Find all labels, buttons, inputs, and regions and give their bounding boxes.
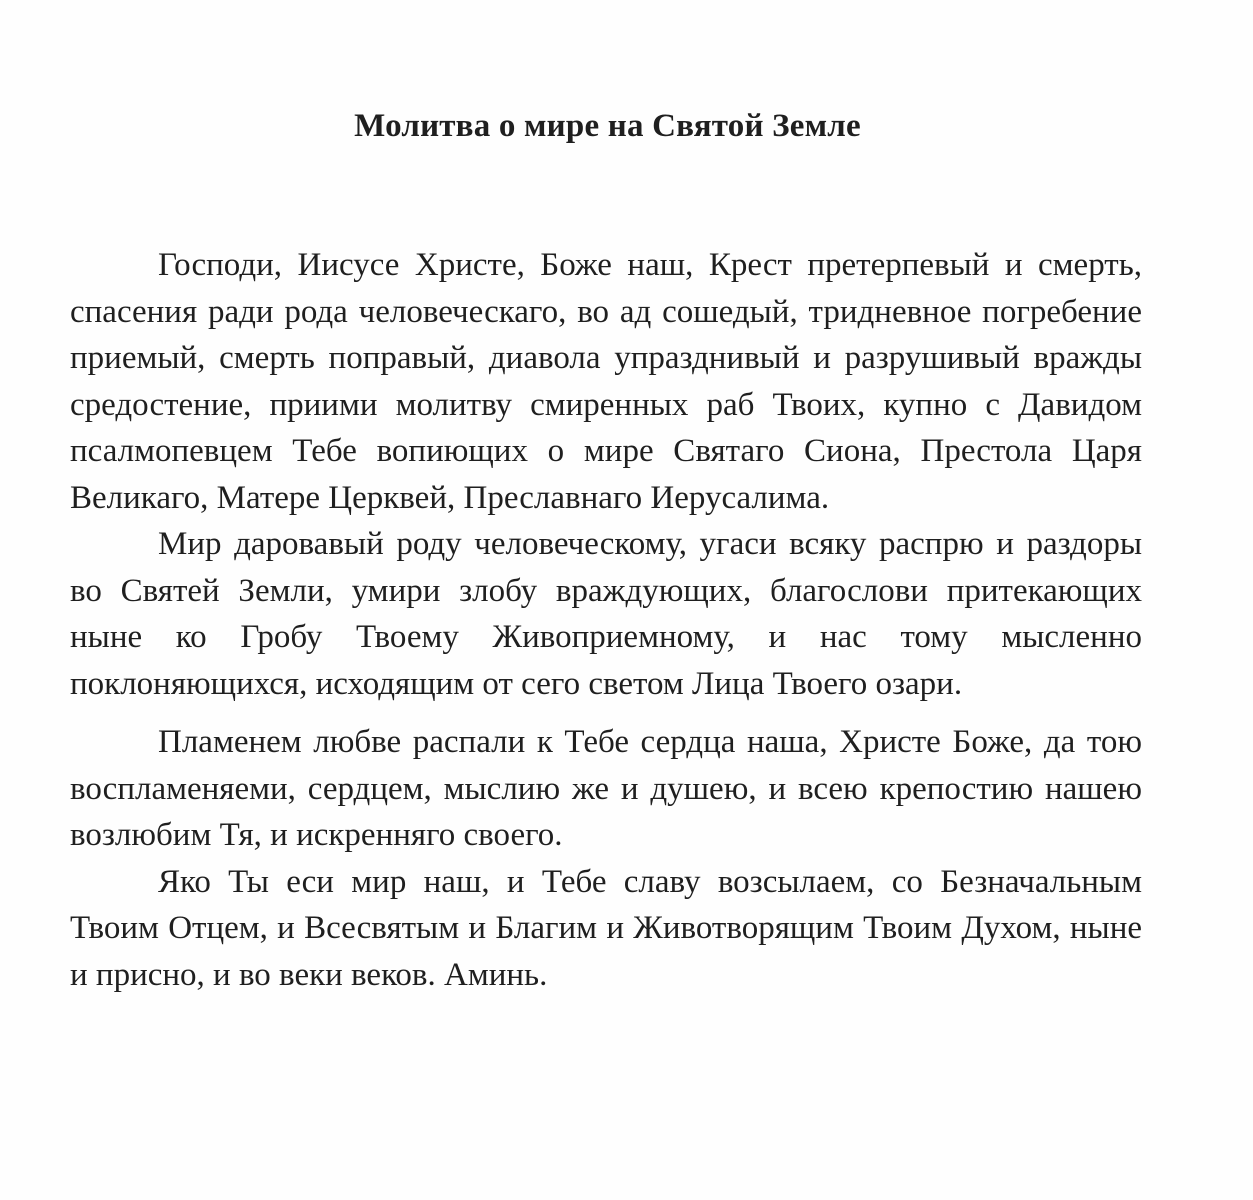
- paragraph-3: Пламенем любве распали к Тебе сердца наша, Христе Боже, да тою воспламеняеми, сердцем, мыслию же и душею, и всею крепостию нашею возлюбим Тя, и искренняго своего.: [70, 724, 1142, 853]
- document-body: [70, 242, 1142, 998]
- paragraph-1: Господи, Иисусе Христе, Боже наш, Крест претерпевый и смерть, спасения ради рода человеческаго, во ад сошедый, тридневное погребение приемый, смерть поправый, диавола упразднивый и разрушивый вражды средостение, приими молитву смиренных раб Твоих, купно с Давидом псалмопевцем Тебе вопиющих о мире Святаго Сиона, Престола Царя Великаго, Матере Церквей, Преславнаго Иерусалима.: [70, 247, 1142, 516]
- document-title: Молитва о мире на Святой Земле: [354, 108, 861, 144]
- paragraph-2: Мир даровавый роду человеческому, угаси всяку распрю и раздоры во Святей Земли, умири злобу враждующих, благослови притекающих ныне ко Гробу Твоему Живоприемному, и нас тому мысленно поклоняющихся, исходящим от сего светом Лица Твоего озари.: [70, 526, 1142, 702]
- paragraph-4: Яко Ты еси мир наш, и Тебе славу возсылаем, со Безначальным Твоим Отцем, и Всесвятым и Благим и Животворящим Твоим Духом, ныне и присно, и во веки веков. Аминь.: [70, 863, 1142, 993]
